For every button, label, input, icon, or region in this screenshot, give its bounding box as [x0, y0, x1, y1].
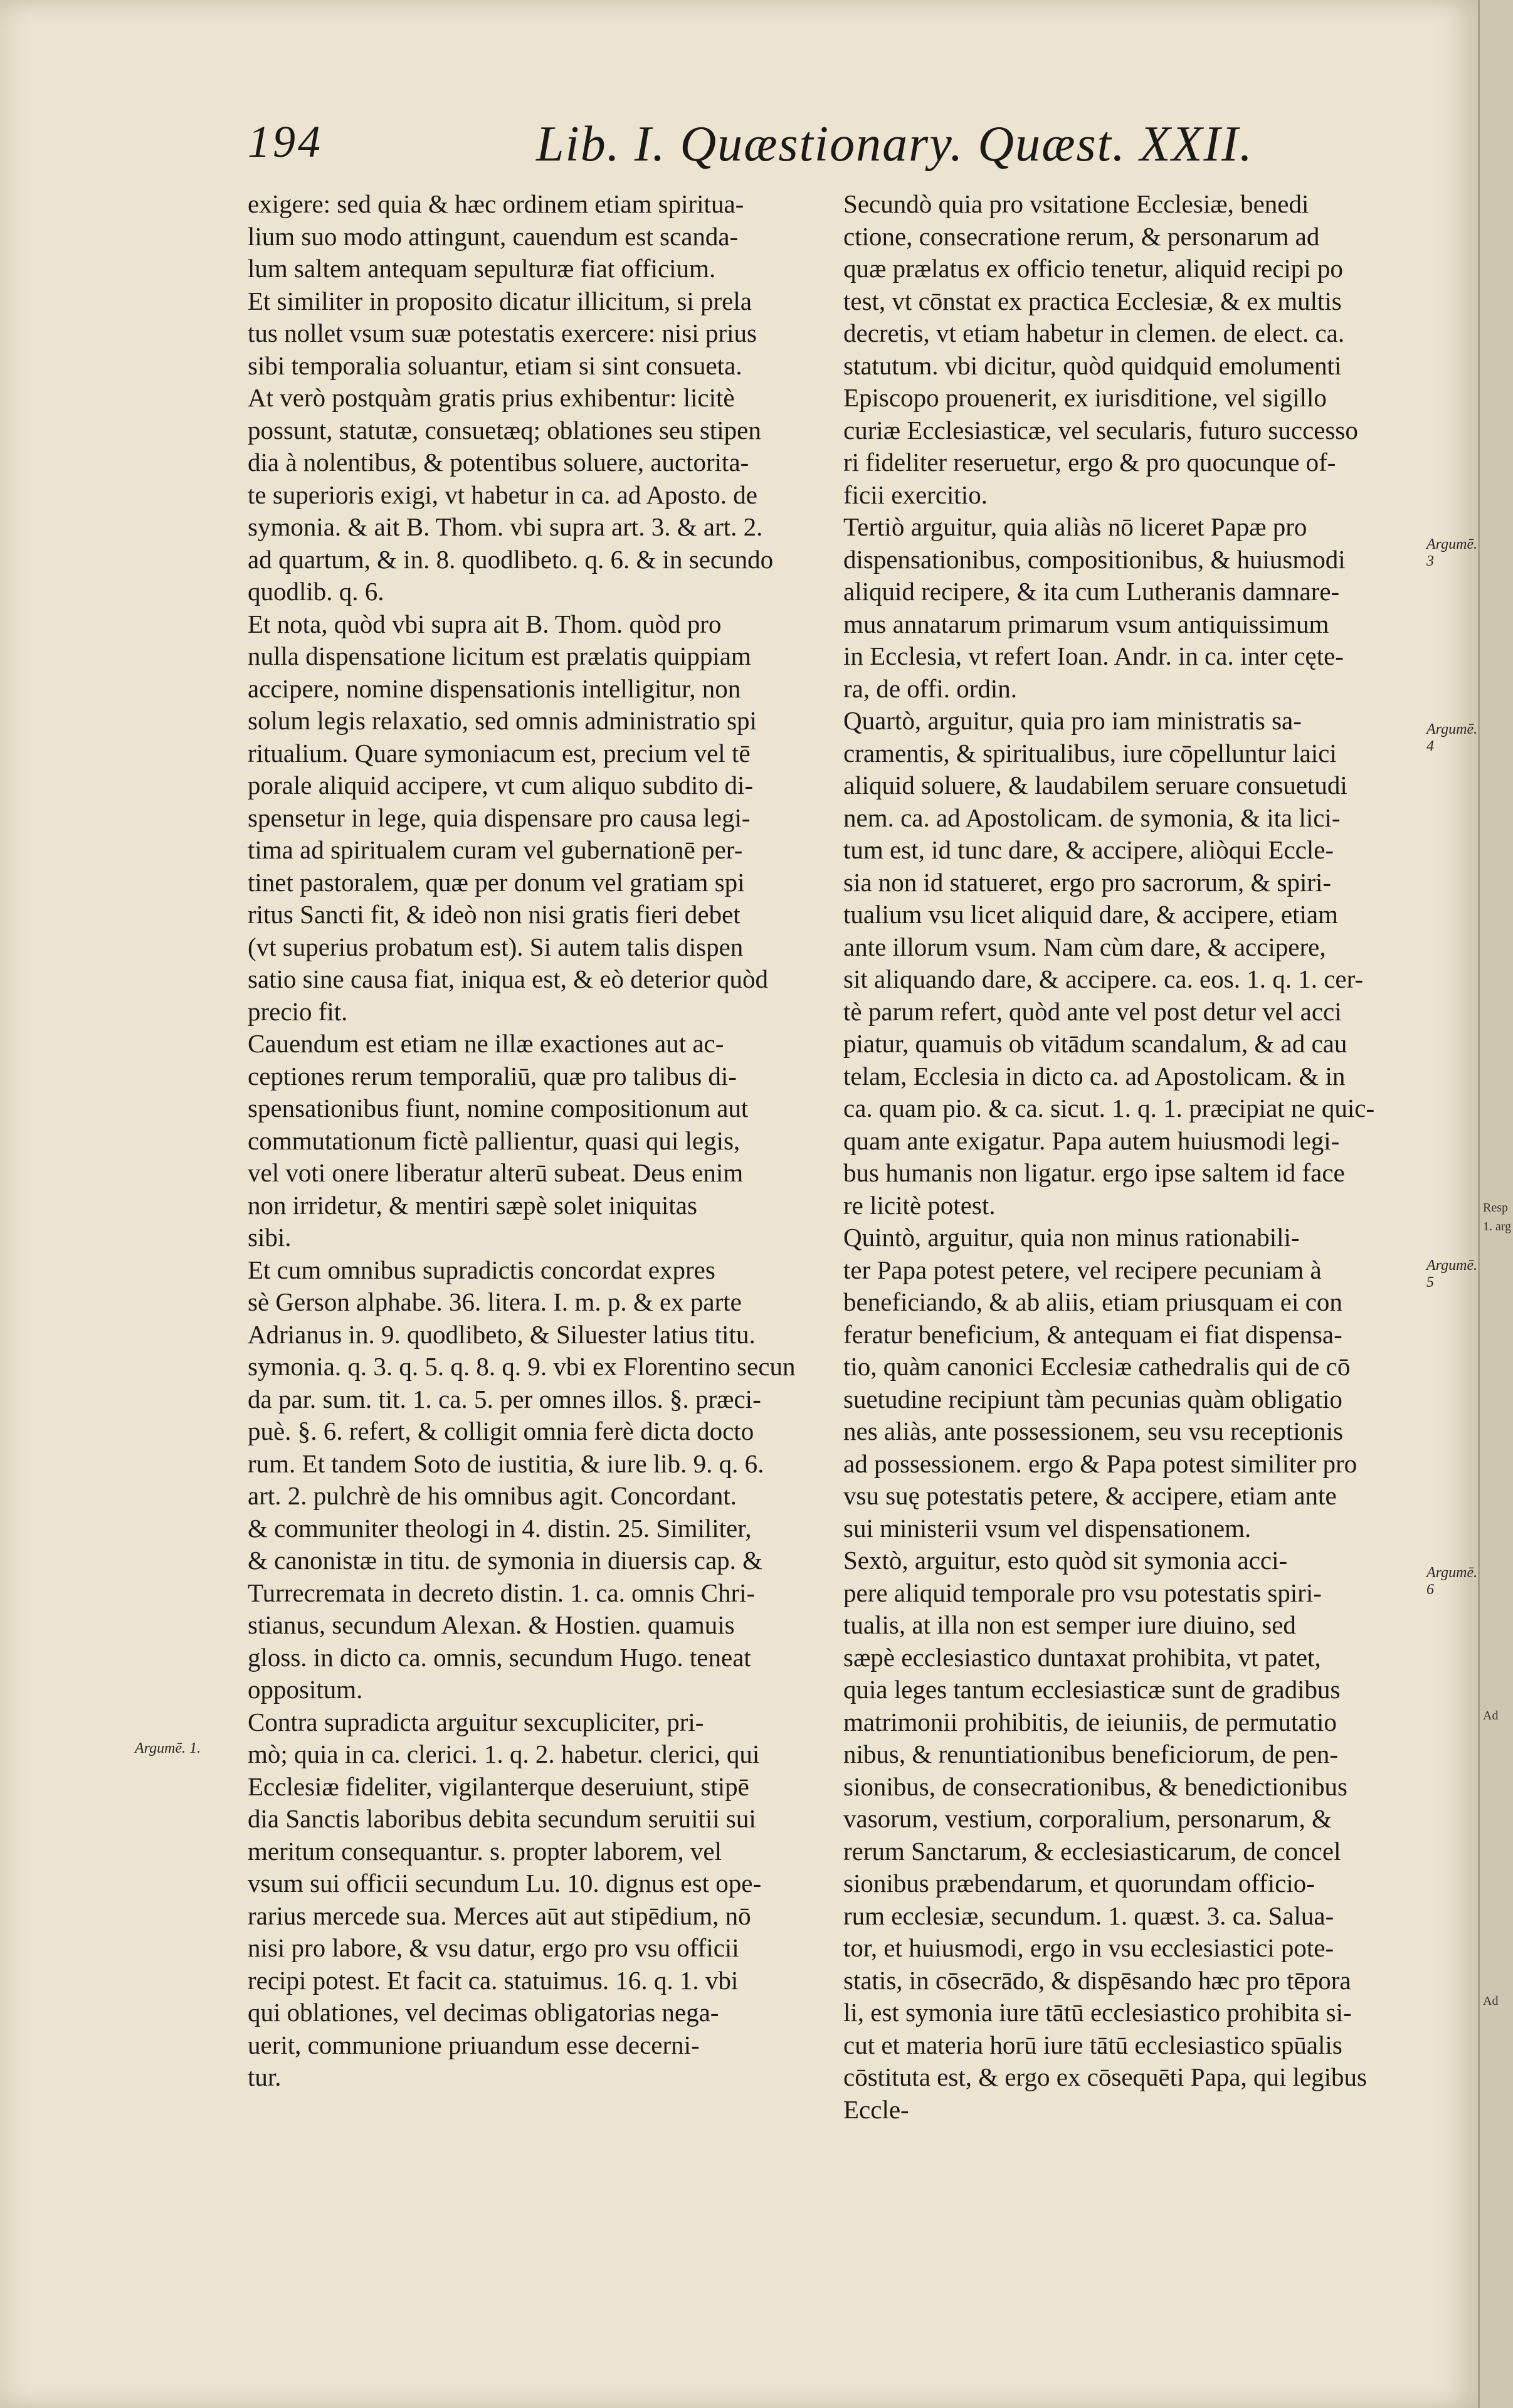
- text-line: ra, de offi. ordin.: [843, 673, 1018, 703]
- text-line: (vt superius probatum est). Si autem talis dispen: [248, 932, 744, 961]
- text-line: ca. quam pio. & ca. sicut. 1. q. 1. præcipiat ne quic-: [843, 1094, 1375, 1122]
- text-line: pere aliquid temporale pro vsu potestatis spiri-: [843, 1578, 1322, 1607]
- text-line: quam ante exigatur. Papa autem huiusmodi legi-: [843, 1126, 1340, 1155]
- adjacent-page-edge: [1478, 0, 1513, 2408]
- margin-note-argument-6: Argumē. 6: [1426, 1565, 1478, 1598]
- text-line: Episcopo prouenerit, ex iurisditione, vel sigillo: [843, 383, 1327, 412]
- text-line: cut et materia horū iure tātū ecclesiastico spūalis: [843, 2030, 1342, 2059]
- text-line: recipi potest. Et facit ca. statuimus. 16. q. 1. vbi: [248, 1965, 739, 1995]
- text-line: cōstituta est, & ergo ex cōsequēti Papa, qui legibus: [843, 2062, 1368, 2091]
- text-line: Secundò quia pro vsitatione Ecclesiæ, benedi: [843, 189, 1309, 218]
- text-line: tum est, id tunc dare, & accipere, aliòqui Eccle-: [843, 835, 1334, 864]
- text-line: feratur beneficium, & antequam ei fiat dispensa-: [843, 1319, 1342, 1349]
- text-line: te superioris exigi, vt habetur in ca. ad Aposto. de: [248, 480, 757, 509]
- text-line: Turrecremata in decreto distin. 1. ca. omnis Chri-: [248, 1578, 756, 1607]
- text-line: solum legis relaxatio, sed omnis administratio spi: [248, 706, 757, 735]
- text-line: stianus, secundum Alexan. & Hostien. quamuis: [248, 1610, 735, 1639]
- text-line: meritum consequantur. s. propter laborem, vel: [248, 1836, 722, 1866]
- running-title: Lib. I. Quæstionary. Quæst. XXII.: [536, 117, 1253, 172]
- text-line: dia à nolentibus, & potentibus soluere, auctorita-: [248, 448, 749, 477]
- text-line: art. 2. pulchrè de his omnibus agit. Concordant.: [248, 1481, 737, 1510]
- text-line: non irridetur, & mentiri sæpè solet iniquitas: [248, 1190, 697, 1220]
- text-line: statis, in cōsecrādo, & dispēsando hæc pro tēpora: [843, 1965, 1351, 1995]
- text-line: Quintò, arguitur, quia non minus rationabili-: [843, 1223, 1300, 1252]
- text-line: sui ministerii vsum vel dispensationem.: [843, 1513, 1252, 1543]
- text-line: porale aliquid accipere, vt cum aliquo subdito di-: [248, 771, 754, 800]
- text-line: statutum. vbi dicitur, quòd quidquid emolumenti: [843, 351, 1342, 380]
- text-line: aliquid recipere, & ita cum Lutheranis damnare-: [843, 577, 1340, 606]
- text-line: rum ecclesiæ, secundum. 1. quæst. 3. ca. Salua-: [843, 1901, 1334, 1930]
- text-line: piatur, quamuis ob vitādum scandalum, & ad cau: [843, 1029, 1347, 1058]
- text-line: nem. ca. ad Apostolicam. de symonia, & ita lici-: [843, 803, 1341, 832]
- text-line: nulla dispensatione licitum est prælatis quippiam: [248, 642, 751, 670]
- text-line: rarius mercede sua. Merces aūt aut stipēdium, nō: [248, 1901, 751, 1930]
- text-line: lum saltem antequam sepulturæ fiat officium.: [248, 254, 716, 283]
- text-line: sæpè ecclesiastico duntaxat prohibita, vt patet,: [843, 1642, 1321, 1672]
- margin-note-argument-5: Argumē. 5: [1426, 1257, 1478, 1291]
- text-line: tima ad spiritualem curam vel gubernationē per-: [248, 835, 743, 864]
- text-line: dia Sanctis laboribus debita secundum seruitii sui: [248, 1804, 756, 1833]
- margin-note-argument-3: Argumē. 3: [1426, 536, 1478, 569]
- edge-mark-d: Ad: [1483, 1994, 1499, 2008]
- text-line: decretis, vt etiam habetur in clemen. de elect. ca.: [843, 319, 1345, 347]
- text-line: ter Papa potest petere, vel recipere pecuniam à: [843, 1255, 1322, 1284]
- text-line: sibi temporalia soluantur, etiam si sint consueta.: [248, 351, 742, 380]
- page-header: [248, 116, 1439, 172]
- text-line: At verò postquàm gratis prius exhibentur: licitè: [248, 383, 735, 412]
- text-line: ceptiones rerum temporaliū, quæ pro talibus di-: [248, 1061, 737, 1090]
- text-line: Adrianus in. 9. quodlibeto, & Siluester latius titu.: [248, 1319, 756, 1349]
- text-line: ficii exercitio.: [843, 480, 988, 509]
- text-line: lium suo modo attingunt, cauendum est scanda-: [248, 221, 739, 251]
- text-line: tor, et huiusmodi, ergo in vsu ecclesiastici pote-: [843, 1933, 1334, 1962]
- text-line: symonia. q. 3. q. 5. q. 8. q. 9. vbi ex Florentino secun: [248, 1352, 796, 1381]
- text-line: Cauendum est etiam ne illæ exactiones aut ac-: [248, 1029, 724, 1058]
- text-line: ri fideliter reseruetur, ergo & pro quocunque of-: [843, 448, 1336, 477]
- text-line: spensationibus fiunt, nomine compositionum aut: [248, 1094, 749, 1122]
- text-line: ritus Sancti fit, & ideò non nisi gratis fieri debet: [248, 900, 741, 929]
- text-line: tualis, at illa non est semper iure diuino, sed: [843, 1610, 1296, 1639]
- text-line: puè. §. 6. refert, & colligit omnia ferè dicta docto: [248, 1417, 754, 1445]
- text-line: sionibus, de consecrationibus, & benedictionibus: [843, 1772, 1347, 1801]
- text-line: precio fit.: [248, 996, 348, 1026]
- text-line: aliquid soluere, & laudabilem seruare consuetudi: [843, 771, 1347, 800]
- text-line: & communiter theologi in 4. distin. 25. Similiter,: [248, 1513, 752, 1543]
- text-line: Et similiter in proposito dicatur illicitum, si prela: [248, 286, 752, 315]
- text-line: oppositum.: [248, 1675, 363, 1704]
- text-line: satio sine causa fiat, iniqua est, & eò deterior quòd: [248, 964, 769, 993]
- text-line: Quartò, arguitur, quia pro iam ministratis sa-: [843, 706, 1302, 735]
- text-line: exigere: sed quia & hæc ordinem etiam spiritua-: [248, 189, 744, 218]
- text-line: nisi pro labore, & vsu datur, ergo pro vsu officii: [248, 1933, 739, 1962]
- text-line: vsum sui officii secundum Lu. 10. dignus est ope-: [248, 1869, 762, 1898]
- text-line: tio, quàm canonici Ecclesiæ cathedralis qui de cō: [843, 1352, 1351, 1381]
- text-line: gloss. in dicto ca. omnis, secundum Hugo. teneat: [248, 1642, 751, 1672]
- text-line: sia non id statueret, ergo pro sacrorum, & spiri-: [843, 867, 1332, 897]
- text-line: mus annatarum primarum vsum antiquissimum: [843, 609, 1329, 638]
- text-line: cramentis, & spiritualibus, iure cōpelluntur laici: [843, 738, 1337, 768]
- text-line: Ecclesiæ fideliter, vigilanterque deseruiunt, stipē: [248, 1772, 749, 1801]
- text-line: ante illorum vsum. Nam cùm dare, & accipere,: [843, 932, 1326, 961]
- text-line: Tertiò arguitur, quia aliàs nō liceret Papæ pro: [843, 512, 1307, 541]
- text-line: uerit, communione priuandum esse decerni-: [248, 2030, 700, 2059]
- text-line: telam, Ecclesia in dicto ca. ad Apostolicam. & in: [843, 1061, 1346, 1090]
- text-line: quæ prælatus ex officio tenetur, aliquid recipi po: [843, 254, 1343, 283]
- text-line: accipere, nomine dispensationis intelligitur, non: [248, 673, 741, 703]
- margin-note-argument-4: Argumē. 4: [1426, 721, 1478, 754]
- text-line: sè Gerson alphabe. 36. litera. I. m. p. & ex parte: [248, 1287, 742, 1316]
- text-line: ritualium. Quare symoniacum est, precium vel tē: [248, 738, 751, 768]
- text-line: bus humanis non ligatur. ergo ipse saltem id face: [843, 1158, 1345, 1187]
- text-line: vel voti onere liberatur alterū subeat. Deus enim: [248, 1158, 744, 1187]
- text-line: matrimonii prohibitis, de ieiuniis, de permutatio: [843, 1707, 1337, 1736]
- text-line: Contra supradicta arguitur sexcupliciter, pri-: [248, 1707, 704, 1736]
- text-line: qui oblationes, vel decimas obligatorias nega-: [248, 1998, 719, 2027]
- text-line: li, est symonia iure tātū ecclesiastico prohibita si-: [843, 1998, 1352, 2027]
- text-line: rum. Et tandem Soto de iustitia, & iure lib. 9. q. 6.: [248, 1449, 764, 1478]
- edge-mark-a: Resp: [1483, 1201, 1508, 1215]
- text-line: sit aliquando dare, & accipere. ca. eos. 1. q. 1. cer-: [843, 964, 1364, 993]
- text-line: symonia. & ait B. Thom. vbi supra art. 3. & art. 2.: [248, 512, 763, 541]
- text-line: mò; quia in ca. clerici. 1. q. 2. habetur. clerici, qui: [248, 1740, 760, 1768]
- text-line: spensetur in lege, quia dispensare pro causa legi-: [248, 803, 751, 832]
- text-line: sionibus præbendarum, et quorundam officio-: [843, 1869, 1315, 1898]
- text-line: sibi.: [248, 1223, 292, 1252]
- text-line: vsu suę potestatis petere, & accipere, etiam ante: [843, 1481, 1337, 1510]
- margin-note-argument-1: Argumē. 1.: [135, 1740, 201, 1756]
- text-line: suetudine recipiunt tàm pecunias quàm obligatio: [843, 1384, 1342, 1413]
- text-line: curiæ Ecclesiasticæ, vel secularis, futuro successo: [843, 415, 1358, 445]
- text-line: rerum Sanctarum, & ecclesiasticarum, de concel: [843, 1836, 1341, 1866]
- text-line: beneficiando, & ab aliis, etiam priusquam ei con: [843, 1287, 1342, 1316]
- text-line: commutationum fictè pallientur, quasi qui legis,: [248, 1126, 741, 1155]
- text-line: dispensationibus, compositionibus, & huiusmodi: [843, 544, 1346, 574]
- right-column: [843, 188, 1417, 2126]
- text-line: quodlib. q. 6.: [248, 577, 384, 606]
- text-line: tualium vsu licet aliquid dare, & accipere, etiam: [843, 900, 1338, 929]
- text-line: tur.: [248, 2062, 282, 2091]
- edge-mark-b: 1. arg: [1483, 1220, 1512, 1233]
- text-line: Sextò, arguitur, esto quòd sit symonia acci-: [843, 1546, 1288, 1575]
- left-column: [248, 188, 821, 2094]
- text-line: nibus, & renuntiationibus beneficiorum, de pen-: [843, 1740, 1339, 1768]
- text-line: tinet pastoralem, quæ per donum vel gratiam spi: [248, 867, 745, 897]
- text-line: ad possessionem. ergo & Papa potest similiter pro: [843, 1449, 1357, 1478]
- text-line: tus nollet vsum suæ potestatis exercere: nisi prius: [248, 319, 757, 347]
- text-line: ad quartum, & in. 8. quodlibeto. q. 6. & in secundo: [248, 544, 774, 574]
- text-line: vasorum, vestium, corporalium, personarum, &: [843, 1804, 1332, 1833]
- text-line: da par. sum. tit. 1. ca. 5. per omnes illos. §. præci-: [248, 1384, 761, 1413]
- text-line: tè parum refert, quòd ante vel post detur vel acci: [843, 996, 1342, 1026]
- text-line: Et cum omnibus supradictis concordat expres: [248, 1255, 715, 1284]
- text-line: Eccle-: [843, 2094, 909, 2124]
- text-line: quia leges tantum ecclesiasticæ sunt de gradibus: [843, 1675, 1341, 1704]
- text-line: ctione, consecratione rerum, & personarum ad: [843, 221, 1320, 251]
- text-line: test, vt cōnstat ex practica Ecclesiæ, & ex multis: [843, 286, 1342, 315]
- text-line: possunt, statutæ, consuetæq; oblationes seu stipen: [248, 415, 761, 445]
- text-line: in Ecclesia, vt refert Ioan. Andr. in ca. inter cęte-: [843, 642, 1344, 670]
- text-line: Et nota, quòd vbi supra ait B. Thom. quòd pro: [248, 609, 722, 638]
- edge-mark-c: Ad: [1483, 1709, 1499, 1723]
- text-line: nes aliàs, ante possessionem, seu vsu receptionis: [843, 1417, 1344, 1445]
- text-line: & canonistæ in titu. de symonia in diuersis cap. &: [248, 1546, 763, 1575]
- text-line: re licitè potest.: [843, 1190, 996, 1220]
- page-number: 194: [248, 117, 323, 167]
